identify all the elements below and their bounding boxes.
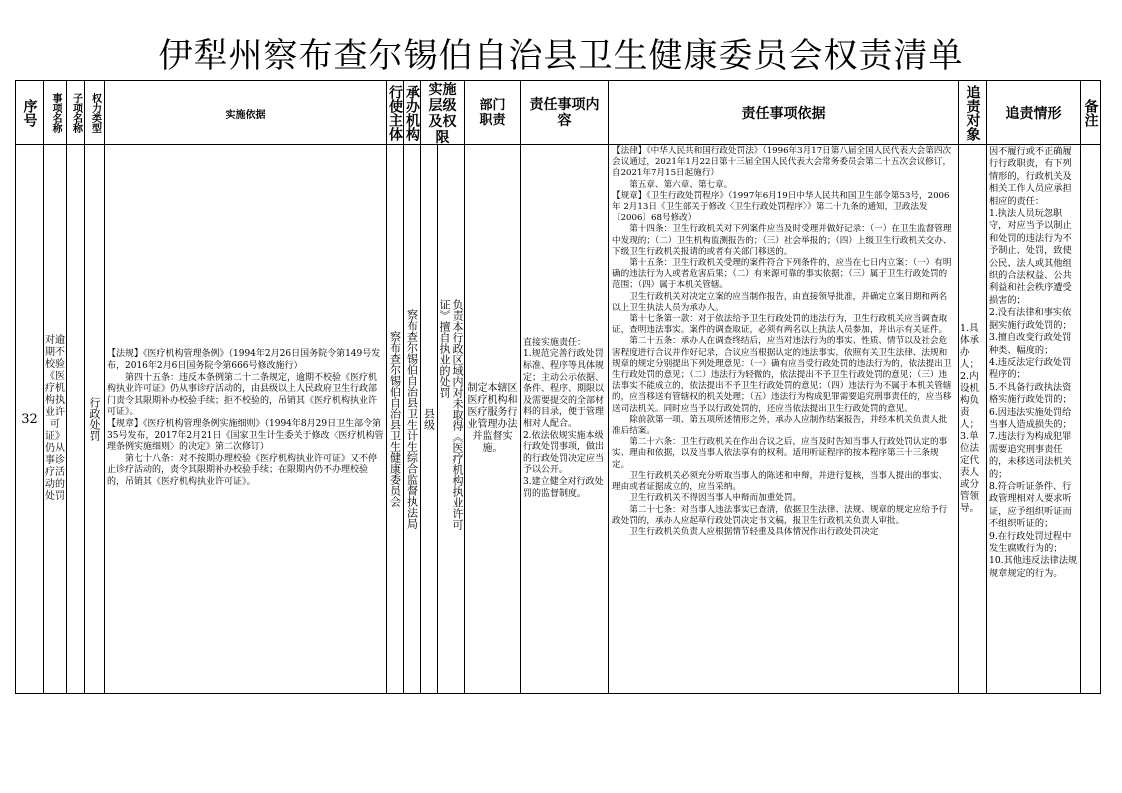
account-case-line: 8.符合听证条件、行政管理相对人要求听证，应予组织听证而不组织听证的；: [989, 480, 1072, 530]
duty-basis-para: 第十五条：卫生行政机关受理的案件符合下列条件的，应当在七日内立案：（一）有明确的违法行为人或者危害后果；（二）有来源可靠的事实依据；（三）属于卫生行政处罚的范围；（四）属于本机关管辖。: [612, 258, 952, 291]
duty-basis-para: 卫生行政机关不得因当事人申辩而加重处罚。: [629, 493, 802, 504]
basis-para: 第七十八条：对不按期办理校验《医疗机构执业许可证》又不停止诊疗活动的，责令其限期补办校验手续；在限期内仍不办理校验的，吊销其《医疗机构执业许可证》。: [107, 453, 378, 487]
duty-basis-para: 第二十五条：承办人在调查终结后，应当对违法行为的事实、性质、情节以及社会危害程度进行合议并作好记录，合议应当根据认定的违法事实，依照有关卫生法律、法规和规章的规定分别提出下列处理意见：（一）确有应当受行政处罚的违法行为的，依法提出卫生行政处罚的意见；（二）违法行为轻微的，依法提出不予卫生行政处罚的意见；（三）违法事实不能成立的，依法提出不予卫生行政处罚的意见；（四）违法行为不属于本机关管辖的，应当移送有管辖权的机关处理；（五）违法行为构成犯罪需要追究刑事责任的，应当移送司法机关。同时应当予以行政处罚的，还应当依法提出卫生行政处罚的意见。: [612, 336, 952, 414]
account-obj-line: 3.单位法定代表人或分管领导。: [960, 431, 980, 514]
account-case-line: 6.因违法实施处罚给当事人造成损失的；: [989, 406, 1072, 430]
duty-content-line: 1.规范完善行政处罚标准、程序等具体规定；主动公示依据、条件、程序、期限以及需要提交的全部材料的目录，便于管理相对人配合。: [523, 349, 605, 429]
header-sub-item: 子项名称: [67, 81, 85, 145]
account-case-line: 5.不具备行政执法资格实施行政处罚的；: [989, 381, 1072, 406]
duty-table: [15, 80, 1101, 694]
page-title: 伊犁州察布查尔锡伯自治县卫生健康委员会权责清单: [158, 36, 964, 76]
basis-para: 【规章】《医疗机构管理条例实施细则》（1994年8月29日卫生部令第35号发布，2017年2月21日《国家卫生计生委关于修改〈医疗机构管理条例实施细则〉的决定》第二次修订）: [107, 419, 384, 453]
header-account-obj: 追责对象: [959, 81, 987, 145]
cell-dept-duty-vertical: 负责本行政区域内对未取得《医疗机构执业许可证》擅自执业的处罚: [438, 145, 465, 694]
duty-basis-para: 第二十六条：卫生行政机关在作出合议之后，应当及时告知当事人行政处罚认定的事实、理由和依据，以及当事人依法享有的权利。适用听证程序的按本程序第三十三条规定。: [612, 437, 948, 470]
duty-basis-para: 【规章】《卫生行政处罚程序》（1997年6月19日中华人民共和国卫生部令第53号，2006年 2月13日《卫生部关于修改〈卫生行政处罚程序〉》第二十九条的通知，卫政法发〔2006〕68号修改）: [612, 190, 950, 224]
account-case-line: 1.执法人员玩忽职守，对应当予以制止和处罚的违法行为不予制止、处罚，致使公民、法人或其他组织的合法权益、公共利益和社会秩序遭受损害的；: [989, 208, 1072, 306]
header-duty-content: 责任事项内容: [521, 81, 609, 145]
account-obj-line: 2.内设机构负责人；: [960, 371, 980, 430]
cell-duty-content: [521, 145, 609, 694]
cell-power-type: 行政处罚: [85, 145, 105, 694]
cell-sub-item: [67, 145, 85, 694]
duty-basis-para: 卫生行政机关负责人应根据情节轻重及具体情况作出行政处罚决定: [629, 526, 879, 537]
account-case-line: 9.在行政处罚过程中发生腐败行为的；: [989, 530, 1072, 554]
duty-basis-para: 【法律】《中华人民共和国行政处罚法》（1996年3月17日第八届全国人民代表大会第四次会议通过，2021年1月22日第十三届全国人民代表大会常务委员会第二十五次会议修订，自2021年7月15日起施行）: [612, 146, 952, 179]
account-obj-line: 1.具体承办人；: [960, 323, 980, 370]
header-dept-duty: 部门职责: [465, 81, 521, 145]
account-case-line: 4.违反法定行政处罚程序的；: [989, 356, 1072, 381]
header-basis: 实施依据: [105, 81, 387, 145]
cell-undertake: 察布查尔锡伯自治县卫生计生综合监督执法局: [404, 145, 421, 694]
header-undertake: 承办机构: [404, 81, 421, 145]
duty-basis-para: 第五章、第六章、第七章。: [629, 179, 733, 190]
header-account-case: 追责情形: [987, 81, 1081, 145]
header-level: 实施层级及权限: [421, 81, 465, 145]
duty-basis-para: 卫生行政机关必须充分听取当事人的陈述和申辩，并进行复核，当事人提出的事实、理由或者证据成立的，应当采纳。: [612, 470, 948, 493]
header-subject: 行使主体: [387, 81, 404, 145]
cell-account-obj: [959, 145, 987, 694]
duty-content-line: 3.建立健全对行政处罚的监督制度。: [523, 476, 604, 499]
cell-item-name: 对逾期不校验《医疗机构执业许可证》仍从事诊疗活动的处罚: [44, 145, 67, 694]
basis-para: 【法规】《医疗机构管理条例》（1994年2月26日国务院令第149号发布，2016年2月6日国务院令第666号修改施行）: [107, 349, 381, 372]
cell-account-case: [987, 145, 1081, 694]
table-header-row: [16, 81, 1101, 145]
header-duty-basis: 责任事项依据: [609, 81, 959, 145]
cell-level: 县级: [421, 145, 438, 694]
header-seq: 序号: [16, 81, 44, 145]
account-case-line: 3.擅自改变行政处罚种类、幅度的；: [989, 332, 1072, 356]
duty-basis-para: 第二十七条：对当事人违法事实已查清，依据卫生法律、法规、规章的规定应给予行政处罚的，承办人应起草行政处罚决定书文稿，报卫生行政机关负责人审批。: [612, 504, 948, 526]
basis-para: 第四十五条：违反本条例第二十二条规定，逾期不校验《医疗机构执业许可证》仍从事诊疗活动的，由县级以上人民政府卫生行政部门责令其限期补办校验手续；拒不校验的，吊销其《医疗机构执业许可证》。: [107, 372, 378, 418]
account-case-line: 因不履行或不正确履行行政职责，有下列情形的，行政机关及相关工作人员应承担相应的责任：: [989, 146, 1072, 207]
cell-basis: [105, 145, 387, 694]
duty-basis-para: 卫生行政机关对决定立案的应当制作报告，由直接领导批准，并确定立案日期和两名以上卫生执法人员为承办人。: [612, 291, 948, 313]
duty-basis-para: 第十七条第一款：对于依法给予卫生行政处罚的违法行为，卫生行政机关应当调查取证，查明违法事实。案件的调查取证，必须有两名以上执法人员参加，并出示有关证件。: [612, 314, 948, 336]
cell-subject: 察布查尔锡伯自治县卫生健康委员会: [387, 145, 404, 694]
cell-remark: [1081, 145, 1101, 694]
account-case-line: 2.没有法律和事实依据实施行政处罚的；: [989, 307, 1072, 331]
cell-duty-basis: [609, 145, 959, 694]
header-item-name: 事项名称: [44, 81, 67, 145]
cell-dept-duty: 制定本辖区医疗机构和医疗服务行业管理办法并监督实施。: [465, 145, 521, 694]
header-power-type: 权力类型: [85, 81, 105, 145]
duty-content-line: 直接实施责任：: [523, 337, 587, 348]
duty-basis-para: 第十四条：卫生行政机关对下列案件应当及时受理并做好记录：（一）在卫生监督管理中发现的；（二）卫生机构监测报告的；（三）社会举报的；（四）上级卫生行政机关交办、下级卫生行政机关报请的或者有关部门移送的。: [612, 224, 952, 257]
account-case-line: 7.违法行为构成犯罪需要追究刑事责任的，未移送司法机关的；: [989, 431, 1072, 480]
duty-basis-para: 除前款第一项、第五项所述情形之外，承办人应制作结案报告，并经本机关负责人批准后结案。: [612, 414, 948, 437]
cell-seq: 32: [16, 145, 44, 694]
account-case-line: 10.其他违反法律法规规章规定的行为。: [989, 555, 1078, 579]
table-row: [16, 145, 1101, 694]
duty-content-line: 2.依法依规实施本级行政处罚事项，做出的行政处罚决定应当予以公开。: [523, 430, 605, 476]
header-remark: 备注: [1081, 81, 1101, 145]
